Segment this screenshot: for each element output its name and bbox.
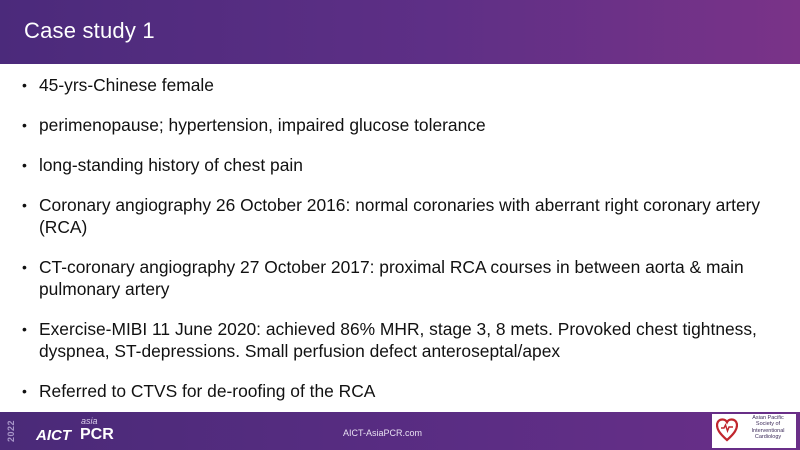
slide-title: Case study 1 <box>24 18 155 43</box>
bullet-marker: • <box>22 197 27 213</box>
bullet-text: Coronary angiography 26 October 2016: normal coronaries with aberrant right coronary artery (RCA) <box>39 195 761 237</box>
bullet-marker: • <box>22 321 27 337</box>
pcr-logo: PCR <box>80 426 114 443</box>
bullet-item <box>22 380 782 402</box>
bullet-list <box>22 74 782 402</box>
bullet-marker: • <box>22 157 27 173</box>
bullet-item <box>22 154 782 176</box>
bullet-marker: • <box>22 259 27 275</box>
bullet-item <box>22 256 782 300</box>
apsic-logo <box>712 414 796 448</box>
slide-header <box>0 0 800 64</box>
aict-logo: AICT <box>36 427 71 444</box>
bullet-text: Referred to CTVS for de-roofing of the RCA <box>39 381 376 401</box>
apsic-name: Asian Pacific Society of Interventional Cardiology <box>751 415 785 441</box>
website-link[interactable]: AICT-AsiaPCR.com <box>343 428 423 438</box>
bullet-marker: • <box>22 77 27 93</box>
bullet-text: 45-yrs-Chinese female <box>39 75 214 95</box>
bullet-text: Exercise-MIBI 11 June 2020: achieved 86% MHR, stage 3, 8 mets. Provoked chest tightness, dyspnea, ST-depressions. Small perfusion defect anteroseptal/apex <box>39 319 757 361</box>
bullet-item <box>22 194 782 238</box>
bullet-text: perimenopause; hypertension, impaired glucose tolerance <box>39 115 486 135</box>
bullet-marker: • <box>22 383 27 399</box>
bullet-item <box>22 114 782 136</box>
asia-logo-text: asia <box>81 416 98 426</box>
slide-footer <box>0 412 800 450</box>
bullet-marker: • <box>22 117 27 133</box>
bullet-text: CT-coronary angiography 27 October 2017: proximal RCA courses in between aorta & main pulmonary artery <box>39 257 744 299</box>
bullet-item <box>22 74 782 96</box>
year-label: 2022 <box>6 419 16 443</box>
heart-icon <box>716 418 738 442</box>
bullet-text: long-standing history of chest pain <box>39 155 303 175</box>
bullet-item <box>22 318 782 362</box>
